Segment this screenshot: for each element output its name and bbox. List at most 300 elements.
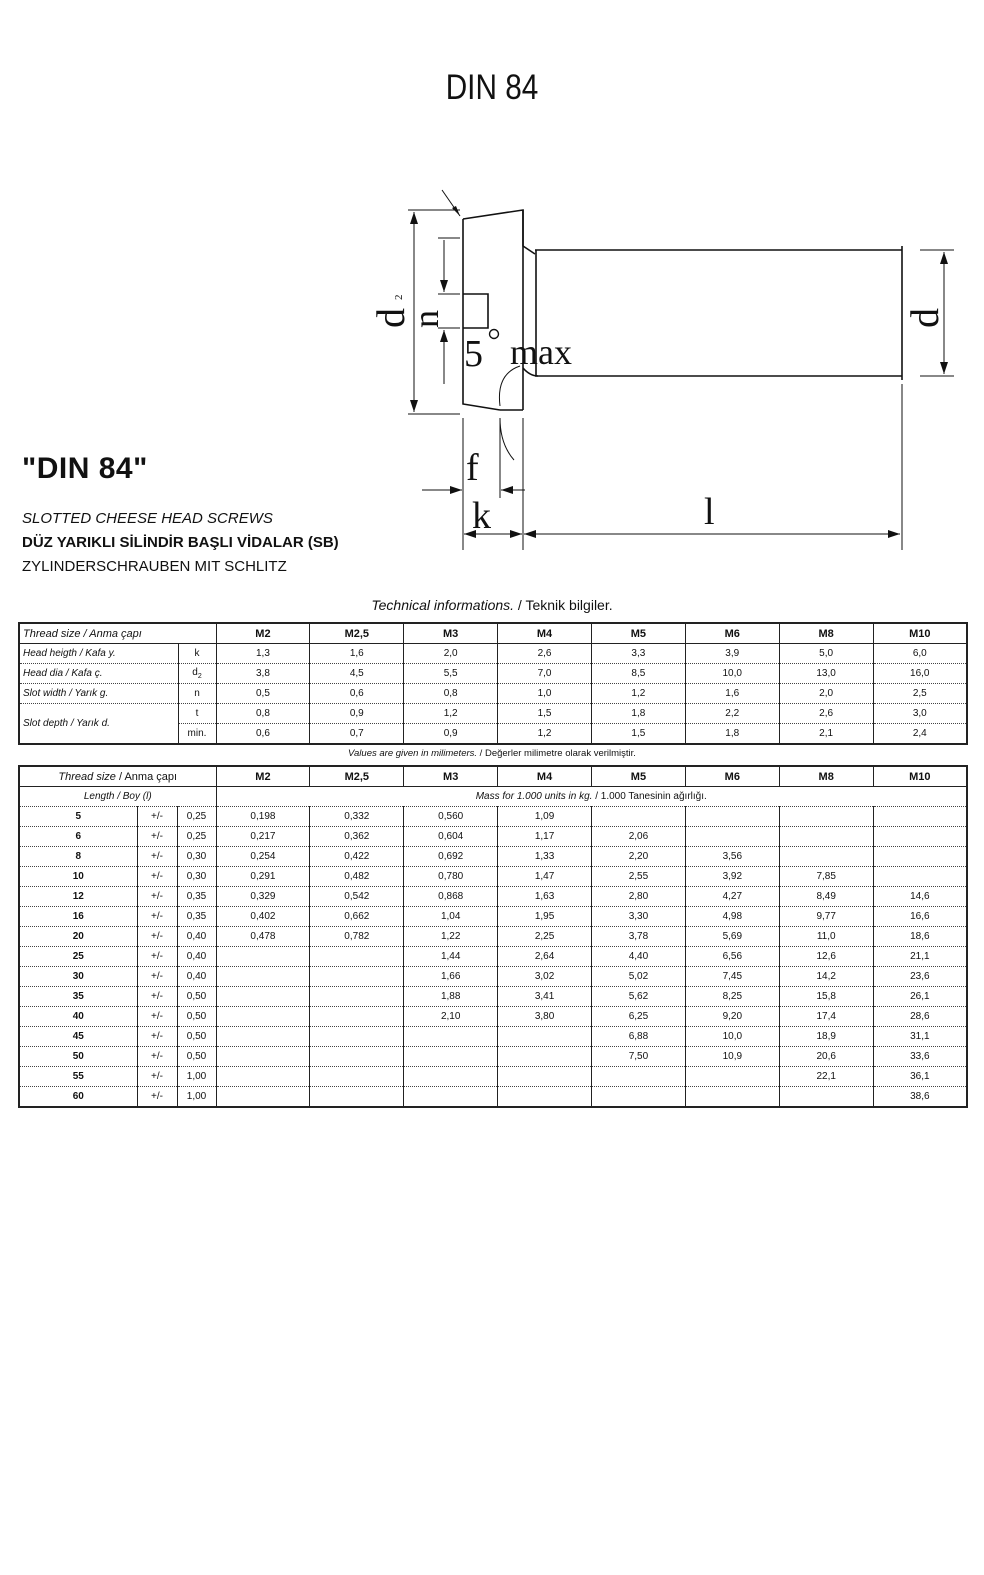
length-cell: 20 (19, 927, 137, 947)
tolerance-sign-cell: +/- (137, 1047, 177, 1067)
value-cell: 2,5 (873, 684, 967, 704)
tolerance-sign-cell: +/- (137, 1067, 177, 1087)
mass-value-cell (498, 1087, 592, 1108)
table-row (19, 1027, 967, 1047)
units-note (0, 748, 984, 759)
row-symbol: min. (178, 724, 216, 745)
units-note-en: Values are given in milimeters. (348, 748, 478, 759)
label-f: f (466, 447, 479, 489)
mass-value-cell: 31,1 (873, 1027, 967, 1047)
value-cell: 2,6 (498, 644, 592, 664)
mass-value-cell (498, 1027, 592, 1047)
mass-value-cell: 5,02 (592, 967, 686, 987)
thread-size-header (19, 623, 216, 644)
table-header-row (19, 623, 967, 644)
mass-value-cell (310, 987, 404, 1007)
mass-value-cell (685, 1067, 779, 1087)
size-header-cell: M8 (779, 623, 873, 644)
length-cell: 12 (19, 887, 137, 907)
mass-header (216, 787, 967, 807)
mass-value-cell: 4,98 (685, 907, 779, 927)
length-header (19, 787, 216, 807)
label-angle: 5 (464, 333, 483, 375)
mass-table (18, 765, 968, 1108)
mass-value-cell: 0,482 (310, 867, 404, 887)
tolerance-sign-cell: +/- (137, 1007, 177, 1027)
mass-value-cell: 7,50 (592, 1047, 686, 1067)
technical-table (18, 622, 968, 745)
mass-value-cell: 1,22 (404, 927, 498, 947)
mass-value-cell (216, 1007, 310, 1027)
value-cell: 3,9 (685, 644, 779, 664)
value-cell: 7,0 (498, 664, 592, 684)
table-header-row (19, 766, 967, 787)
mass-value-cell: 2,25 (498, 927, 592, 947)
length-header-tr: / Boy (l) (114, 791, 152, 802)
tolerance-cell: 0,40 (177, 947, 216, 967)
tech-caption-tr: / Teknik bilgiler. (514, 597, 613, 613)
value-cell: 0,7 (310, 724, 404, 745)
mass-value-cell: 18,6 (873, 927, 967, 947)
mass-value-cell (404, 1047, 498, 1067)
mass-value-cell: 11,0 (779, 927, 873, 947)
mass-value-cell (310, 947, 404, 967)
size-header-cell: M5 (591, 623, 685, 644)
mass-value-cell (592, 1067, 686, 1087)
row-symbol: t (178, 704, 216, 724)
table-row (19, 907, 967, 927)
size-header-cell: M2 (216, 623, 310, 644)
mass-value-cell (310, 1047, 404, 1067)
size-header-cell: M2,5 (310, 623, 404, 644)
mass-value-cell: 8,49 (779, 887, 873, 907)
mass-value-cell: 0,478 (216, 927, 310, 947)
size-header-cell: M6 (685, 766, 779, 787)
tolerance-cell: 0,30 (177, 867, 216, 887)
mass-value-cell (498, 1047, 592, 1067)
mass-value-cell: 1,95 (498, 907, 592, 927)
tolerance-cell: 1,00 (177, 1067, 216, 1087)
tolerance-sign-cell: +/- (137, 847, 177, 867)
mass-value-cell (592, 1087, 686, 1108)
value-cell: 1,8 (591, 704, 685, 724)
mass-value-cell: 9,20 (685, 1007, 779, 1027)
length-cell: 25 (19, 947, 137, 967)
mass-value-cell: 18,9 (779, 1027, 873, 1047)
value-cell: 8,5 (591, 664, 685, 684)
length-cell: 50 (19, 1047, 137, 1067)
mass-value-cell: 26,1 (873, 987, 967, 1007)
mass-value-cell: 33,6 (873, 1047, 967, 1067)
value-cell: 5,0 (779, 644, 873, 664)
mass-value-cell: 2,80 (592, 887, 686, 907)
value-cell: 2,4 (873, 724, 967, 745)
length-cell: 40 (19, 1007, 137, 1027)
mass-value-cell: 14,2 (779, 967, 873, 987)
german-name: ZYLINDERSCHRAUBEN MIT SCHLITZ (22, 558, 287, 575)
mass-value-cell: 0,362 (310, 827, 404, 847)
row-label-tr: / Kafa ç. (63, 668, 103, 679)
length-cell: 6 (19, 827, 137, 847)
value-cell: 2,0 (779, 684, 873, 704)
mass-value-cell: 14,6 (873, 887, 967, 907)
mass-value-cell: 23,6 (873, 967, 967, 987)
mass-value-cell: 0,604 (404, 827, 498, 847)
mass-value-cell: 1,63 (498, 887, 592, 907)
mass-value-cell: 38,6 (873, 1087, 967, 1108)
value-cell: 6,0 (873, 644, 967, 664)
mass-value-cell (216, 947, 310, 967)
value-cell: 1,8 (685, 724, 779, 745)
table-row (19, 967, 967, 987)
value-cell: 0,6 (216, 724, 310, 745)
tolerance-sign-cell: +/- (137, 867, 177, 887)
mass-value-cell: 36,1 (873, 1067, 967, 1087)
mass-value-cell: 3,41 (498, 987, 592, 1007)
value-cell: 1,3 (216, 644, 310, 664)
row-label-en: Slot depth (23, 718, 69, 729)
tolerance-cell: 1,00 (177, 1087, 216, 1108)
length-cell: 35 (19, 987, 137, 1007)
mass-value-cell: 3,30 (592, 907, 686, 927)
row-label-tr: / Yarık d. (68, 718, 110, 729)
tolerance-cell: 0,40 (177, 967, 216, 987)
mass-value-cell: 1,44 (404, 947, 498, 967)
thread-size-header-en: Thread size (23, 627, 81, 640)
length-cell: 10 (19, 867, 137, 887)
mass-value-cell: 2,20 (592, 847, 686, 867)
value-cell: 3,3 (591, 644, 685, 664)
table-row (19, 887, 967, 907)
mass-value-cell: 9,77 (779, 907, 873, 927)
mass-value-cell: 3,92 (685, 867, 779, 887)
mass-value-cell (404, 1067, 498, 1087)
value-cell: 2,6 (779, 704, 873, 724)
row-label-en: Head heigth (23, 648, 77, 659)
size-header-cell: M8 (779, 766, 873, 787)
table-row (19, 867, 967, 887)
turkish-name: DÜZ YARIKLI SİLİNDİR BAŞLI VİDALAR (SB) (22, 534, 339, 551)
value-cell: 13,0 (779, 664, 873, 684)
length-cell: 8 (19, 847, 137, 867)
label-k: k (472, 495, 491, 537)
length-header-en: Length (83, 791, 115, 802)
length-cell: 45 (19, 1027, 137, 1047)
mass-value-cell: 21,1 (873, 947, 967, 967)
thread-size-header (19, 766, 216, 787)
table-row (19, 947, 967, 967)
mass-value-cell: 1,09 (498, 807, 592, 827)
mass-value-cell: 8,25 (685, 987, 779, 1007)
length-cell: 55 (19, 1067, 137, 1087)
tolerance-cell: 0,30 (177, 847, 216, 867)
mass-header-tr: / 1.000 Tanesinin ağırlığı. (592, 791, 707, 802)
size-header-cell: M10 (873, 766, 967, 787)
mass-value-cell (310, 1087, 404, 1108)
mass-value-cell: 1,88 (404, 987, 498, 1007)
mass-value-cell (685, 807, 779, 827)
row-symbol (178, 664, 216, 684)
size-header-cell: M10 (873, 623, 967, 644)
tolerance-sign-cell: +/- (137, 1087, 177, 1108)
label-n: n (406, 310, 446, 328)
table-row (19, 1067, 967, 1087)
label-max: max (510, 332, 572, 372)
table-row (19, 987, 967, 1007)
mass-value-cell (216, 967, 310, 987)
thread-size-header-en: Thread size (58, 770, 116, 783)
size-header-cell: M4 (498, 623, 592, 644)
mass-value-cell: 0,560 (404, 807, 498, 827)
value-cell: 2,1 (779, 724, 873, 745)
mass-value-cell (310, 1067, 404, 1087)
length-cell: 30 (19, 967, 137, 987)
mass-value-cell: 4,27 (685, 887, 779, 907)
mass-value-cell: 2,10 (404, 1007, 498, 1027)
table-subheader-row (19, 787, 967, 807)
mass-value-cell (685, 1087, 779, 1108)
mass-value-cell: 2,06 (592, 827, 686, 847)
mass-value-cell (873, 807, 967, 827)
mass-value-cell: 12,6 (779, 947, 873, 967)
row-symbol-text: d (192, 667, 198, 678)
mass-value-cell: 15,8 (779, 987, 873, 1007)
mass-value-cell: 1,33 (498, 847, 592, 867)
mass-value-cell (310, 1007, 404, 1027)
mass-value-cell: 6,56 (685, 947, 779, 967)
label-l: l (704, 491, 715, 533)
table-row (19, 1007, 967, 1027)
value-cell: 3,0 (873, 704, 967, 724)
mass-value-cell: 17,4 (779, 1007, 873, 1027)
mass-value-cell: 5,69 (685, 927, 779, 947)
row-label (19, 704, 178, 745)
mass-value-cell: 6,88 (592, 1027, 686, 1047)
mass-value-cell: 0,329 (216, 887, 310, 907)
mass-value-cell: 2,64 (498, 947, 592, 967)
mass-value-cell: 0,782 (310, 927, 404, 947)
mass-header-en: Mass for 1.000 units in kg. (475, 791, 593, 802)
value-cell: 1,2 (498, 724, 592, 745)
size-header-cell: M3 (404, 623, 498, 644)
mass-value-cell (873, 847, 967, 867)
size-header-cell: M6 (685, 623, 779, 644)
tolerance-cell: 0,50 (177, 1007, 216, 1027)
screw-technical-drawing (360, 178, 960, 558)
tech-caption-en: Technical informations. (371, 597, 515, 613)
size-header-cell: M5 (592, 766, 686, 787)
row-label-tr: / Yarık g. (66, 688, 109, 699)
mass-value-cell (310, 1027, 404, 1047)
row-symbol-text: n (194, 688, 200, 699)
value-cell: 0,6 (310, 684, 404, 704)
value-cell: 4,5 (310, 664, 404, 684)
table-row (19, 847, 967, 867)
mass-value-cell (216, 987, 310, 1007)
din-label: "DIN 84" (22, 452, 148, 485)
mass-value-cell: 0,291 (216, 867, 310, 887)
table-row (19, 664, 967, 684)
tolerance-cell: 0,25 (177, 827, 216, 847)
tolerance-sign-cell: +/- (137, 927, 177, 947)
tolerance-sign-cell: +/- (137, 1027, 177, 1047)
value-cell: 1,6 (310, 644, 404, 664)
length-cell: 60 (19, 1087, 137, 1108)
mass-value-cell: 10,9 (685, 1047, 779, 1067)
row-symbol (178, 684, 216, 704)
mass-value-cell: 1,04 (404, 907, 498, 927)
mass-value-cell: 5,62 (592, 987, 686, 1007)
table-row (19, 704, 967, 724)
mass-value-cell: 3,80 (498, 1007, 592, 1027)
mass-value-cell: 1,17 (498, 827, 592, 847)
label-d: d (902, 308, 947, 328)
value-cell: 1,2 (404, 704, 498, 724)
value-cell: 5,5 (404, 664, 498, 684)
mass-value-cell: 0,217 (216, 827, 310, 847)
mass-value-cell (404, 1087, 498, 1108)
tolerance-cell: 0,25 (177, 807, 216, 827)
tolerance-sign-cell: +/- (137, 887, 177, 907)
mass-value-cell: 22,1 (779, 1067, 873, 1087)
row-label-tr: / Kafa y. (76, 648, 116, 659)
mass-value-cell: 0,780 (404, 867, 498, 887)
table-row (19, 1047, 967, 1067)
table-row (19, 807, 967, 827)
value-cell: 1,0 (498, 684, 592, 704)
tolerance-sign-cell: +/- (137, 807, 177, 827)
mass-value-cell (873, 827, 967, 847)
mass-value-cell: 0,868 (404, 887, 498, 907)
tech-caption (0, 597, 984, 613)
length-cell: 16 (19, 907, 137, 927)
mass-value-cell: 28,6 (873, 1007, 967, 1027)
mass-value-cell (216, 1047, 310, 1067)
size-header-cell: M4 (498, 766, 592, 787)
mass-value-cell: 7,85 (779, 867, 873, 887)
row-symbol (178, 644, 216, 664)
mass-value-cell (873, 867, 967, 887)
tolerance-cell: 0,50 (177, 1027, 216, 1047)
value-cell: 3,8 (216, 664, 310, 684)
size-header-cell: M2 (216, 766, 310, 787)
mass-value-cell: 16,6 (873, 907, 967, 927)
value-cell: 1,2 (591, 684, 685, 704)
value-cell: 16,0 (873, 664, 967, 684)
mass-value-cell: 0,692 (404, 847, 498, 867)
mass-value-cell (779, 827, 873, 847)
mass-value-cell: 1,66 (404, 967, 498, 987)
tolerance-cell: 0,35 (177, 907, 216, 927)
mass-value-cell (592, 807, 686, 827)
tolerance-sign-cell: +/- (137, 907, 177, 927)
mass-value-cell (216, 1087, 310, 1108)
table-row (19, 827, 967, 847)
mass-value-cell (498, 1067, 592, 1087)
mass-value-cell: 10,0 (685, 1027, 779, 1047)
table-row (19, 644, 967, 664)
mass-value-cell: 6,25 (592, 1007, 686, 1027)
row-label (19, 684, 178, 704)
tolerance-cell: 0,50 (177, 987, 216, 1007)
mass-value-cell: 3,56 (685, 847, 779, 867)
value-cell: 0,9 (310, 704, 404, 724)
mass-value-cell: 0,402 (216, 907, 310, 927)
tolerance-sign-cell: +/- (137, 967, 177, 987)
mass-value-cell: 7,45 (685, 967, 779, 987)
product-heading (22, 452, 339, 575)
mass-value-cell (404, 1027, 498, 1047)
mass-value-cell (310, 967, 404, 987)
table-row (19, 684, 967, 704)
tolerance-sign-cell: +/- (137, 827, 177, 847)
value-cell: 1,5 (591, 724, 685, 745)
value-cell: 1,5 (498, 704, 592, 724)
tolerance-cell: 0,35 (177, 887, 216, 907)
mass-value-cell: 4,40 (592, 947, 686, 967)
mass-value-cell (779, 847, 873, 867)
label-d2: d (368, 308, 413, 328)
size-header-cell: M3 (404, 766, 498, 787)
mass-value-cell (779, 1087, 873, 1108)
value-cell: 0,8 (404, 684, 498, 704)
value-cell: 0,9 (404, 724, 498, 745)
value-cell: 10,0 (685, 664, 779, 684)
mass-value-cell: 1,47 (498, 867, 592, 887)
mass-value-cell: 0,662 (310, 907, 404, 927)
tolerance-sign-cell: +/- (137, 947, 177, 967)
row-label (19, 644, 178, 664)
mass-value-cell (685, 827, 779, 847)
row-symbol-text: k (194, 648, 200, 659)
row-label-en: Head dia (23, 668, 64, 679)
mass-value-cell: 0,542 (310, 887, 404, 907)
thread-size-header-tr: / Anma çapı (115, 770, 178, 783)
mass-value-cell (779, 807, 873, 827)
value-cell: 2,2 (685, 704, 779, 724)
label-d2-subscript: 2 (393, 294, 405, 300)
mass-value-cell: 3,78 (592, 927, 686, 947)
tolerance-cell: 0,50 (177, 1047, 216, 1067)
value-cell: 2,0 (404, 644, 498, 664)
length-cell: 5 (19, 807, 137, 827)
mass-value-cell: 20,6 (779, 1047, 873, 1067)
mass-value-cell: 0,422 (310, 847, 404, 867)
mass-value-cell (216, 1027, 310, 1047)
mass-value-cell: 0,198 (216, 807, 310, 827)
mass-value-cell: 2,55 (592, 867, 686, 887)
value-cell: 0,5 (216, 684, 310, 704)
units-note-tr: / Değerler milimetre olarak verilmiştir. (477, 748, 636, 759)
thread-size-header-tr: / Anma çapı (80, 627, 142, 640)
table-row (19, 1087, 967, 1108)
tolerance-cell: 0,40 (177, 927, 216, 947)
row-label (19, 664, 178, 684)
size-header-cell: M2,5 (310, 766, 404, 787)
mass-value-cell: 0,332 (310, 807, 404, 827)
page-title: DIN 84 (445, 68, 539, 107)
mass-value-cell: 3,02 (498, 967, 592, 987)
row-label-en: Slot width (23, 688, 67, 699)
mass-value-cell (216, 1067, 310, 1087)
value-cell: 0,8 (216, 704, 310, 724)
value-cell: 1,6 (685, 684, 779, 704)
tolerance-sign-cell: +/- (137, 987, 177, 1007)
table-row (19, 927, 967, 947)
english-name: SLOTTED CHEESE HEAD SCREWS (22, 510, 273, 527)
row-symbol-subscript: 2 (197, 673, 202, 680)
mass-value-cell: 0,254 (216, 847, 310, 867)
